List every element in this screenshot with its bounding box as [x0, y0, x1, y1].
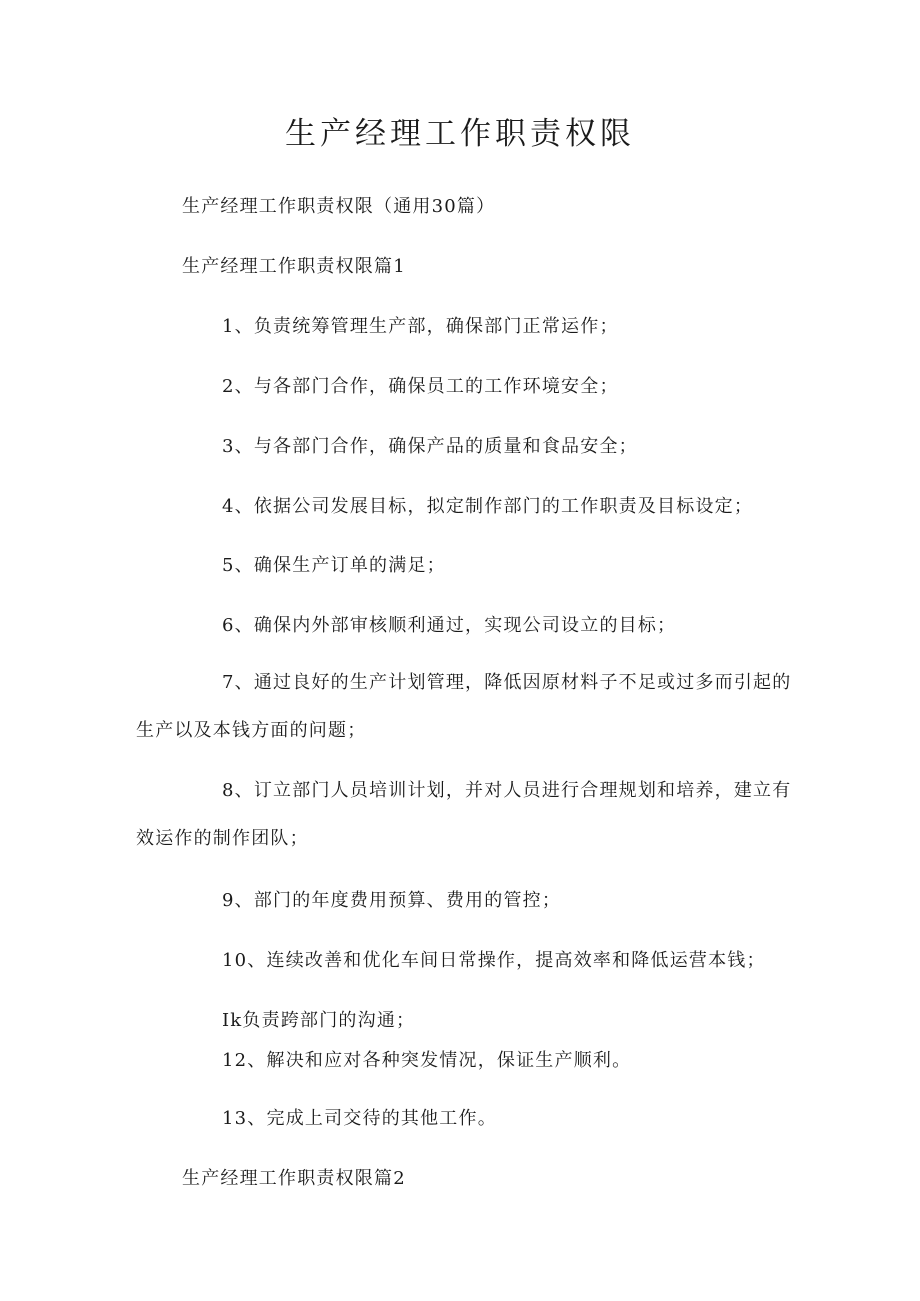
list-item-8: 8、订立部门人员培训计划，并对人员进行合理规划和培养，建立有效运作的制作团队；	[136, 780, 792, 849]
section-2-heading: 生产经理工作职责权限篇2	[182, 1168, 406, 1189]
list-item-12: 12、解决和应对各种突发情况，保证生产顺利。	[222, 1050, 632, 1071]
document-subtitle: 生产经理工作职责权限（通用30篇）	[182, 196, 496, 217]
document-title: 生产经理工作职责权限	[285, 116, 635, 152]
list-item-6: 6、确保内外部审核顺利通过，实现公司设立的目标；	[222, 615, 677, 636]
list-item-9: 9、部门的年度费用预算、费用的管控；	[222, 890, 562, 911]
list-item-3: 3、与各部门合作，确保产品的质量和食品安全；	[222, 436, 638, 457]
list-item-5: 5、确保生产订单的满足；	[222, 555, 446, 576]
list-item-2: 2、与各部门合作，确保员工的工作环境安全；	[222, 376, 619, 397]
list-item-11: Ik负责跨部门的沟通；	[222, 1010, 416, 1031]
list-item-7: 7、通过良好的生产计划管理，降低因原材料子不足或过多而引起的生产以及本钱方面的问题；	[136, 672, 792, 741]
list-item-1: 1、负责统筹管理生产部，确保部门正常运作；	[222, 316, 619, 337]
list-item-13: 13、完成上司交待的其他工作。	[222, 1108, 497, 1129]
section-1-heading: 生产经理工作职责权限篇1	[182, 256, 406, 277]
list-item-10: 10、连续改善和优化车间日常操作，提高效率和降低运营本钱；	[222, 950, 766, 971]
list-item-4: 4、依据公司发展目标，拟定制作部门的工作职责及目标设定；	[222, 496, 754, 517]
